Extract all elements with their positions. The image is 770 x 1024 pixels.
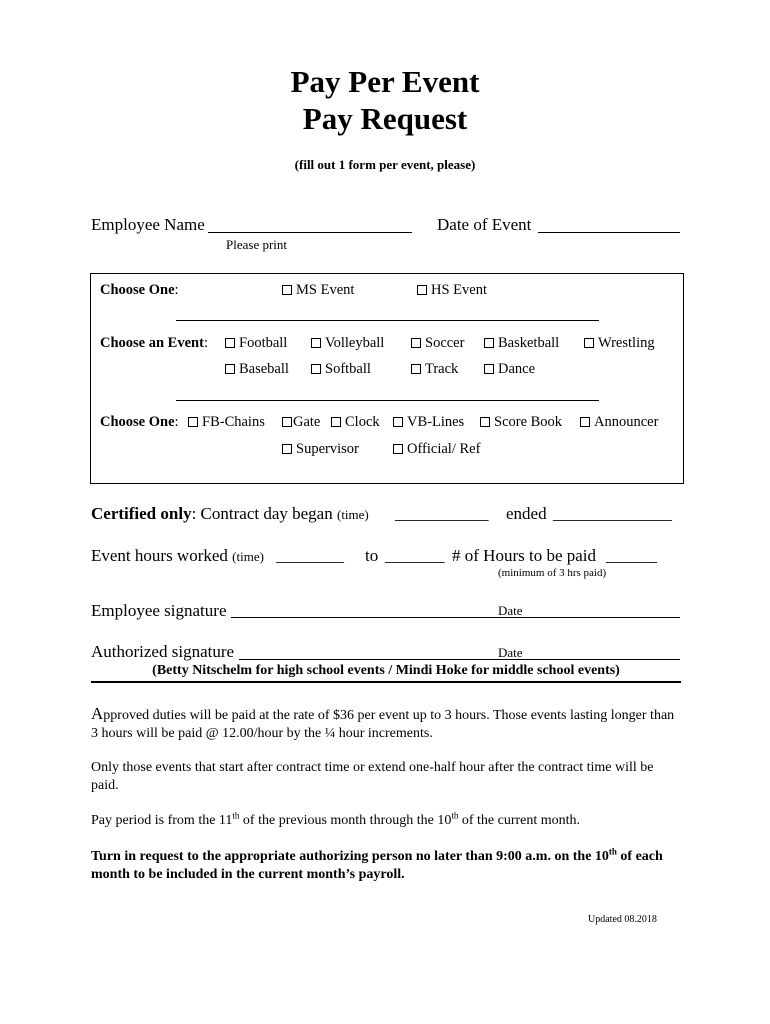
employee-date-label: Date: [498, 603, 523, 618]
clock-checkbox[interactable]: Clock: [331, 414, 380, 431]
hours-paid-label: # of Hours to be paid: [452, 546, 597, 565]
updated-date: Updated 08.2018: [588, 914, 657, 925]
basketball-checkbox[interactable]: Basketball: [484, 335, 559, 352]
gate-checkbox[interactable]: Gate: [282, 414, 320, 431]
checkbox-icon: [311, 364, 321, 374]
soccer-checkbox[interactable]: Soccer: [411, 335, 464, 352]
checkbox-icon: [188, 417, 198, 427]
wrestling-checkbox[interactable]: Wrestling: [584, 335, 655, 352]
baseball-checkbox[interactable]: Baseball: [225, 361, 289, 378]
score-book-checkbox[interactable]: Score Book: [480, 414, 562, 431]
event-hours-label: Event hours worked: [91, 546, 228, 565]
event-hours-line: [91, 546, 264, 566]
level-choose-label: Choose One:: [100, 282, 179, 298]
checkbox-icon: [484, 364, 494, 374]
football-checkbox[interactable]: Football: [225, 335, 287, 352]
ms-event-checkbox[interactable]: MS Event: [282, 282, 354, 299]
checkbox-icon: [311, 338, 321, 348]
divider: [176, 320, 599, 321]
contract-began-field[interactable]: ___________: [395, 504, 489, 523]
volleyball-checkbox[interactable]: Volleyball: [311, 335, 384, 352]
pay-period-paragraph: Pay period is from the 11th of the previous month through the 10th of the current month.: [91, 810, 581, 828]
certified-only-line: [91, 504, 369, 524]
checkbox-icon: [393, 444, 403, 454]
checkbox-icon: [393, 417, 403, 427]
contract-day-began-label: : Contract day began: [191, 504, 333, 523]
authorized-signature-label: Authorized signature: [91, 642, 235, 661]
divider: [91, 681, 681, 683]
dance-checkbox[interactable]: Dance: [484, 361, 535, 378]
supervisor-checkbox[interactable]: Supervisor: [282, 441, 359, 458]
checkbox-icon: [282, 417, 292, 427]
date-of-event-label: Date of Event: [437, 215, 532, 234]
hours-paid-field[interactable]: ______: [606, 546, 657, 565]
time-note: (time): [336, 507, 369, 522]
rate-paragraph: Approved duties will be paid at the rate of $36 per event up to 3 hours. Those events lasting longer than 3 hours will be paid @ 12.00/hour by the ¼ hour increments.: [91, 704, 675, 741]
checkbox-icon: [580, 417, 590, 427]
hs-event-checkbox[interactable]: HS Event: [417, 282, 487, 299]
checkbox-icon: [411, 364, 421, 374]
page-title: Pay Per Event: [290, 64, 480, 99]
official-ref-checkbox[interactable]: Official/ Ref: [393, 441, 480, 458]
checkbox-icon: [484, 338, 494, 348]
employee-signature-field[interactable]: [231, 617, 680, 618]
authorized-signature-field[interactable]: [239, 659, 680, 660]
duty-choose-label: Choose One:: [100, 414, 179, 430]
deadline-paragraph: Turn in request to the appropriate authorizing person no later than 9:00 a.m. on the 10th of each month to be included in the current month’s payroll.: [91, 846, 663, 882]
hours-end-field[interactable]: _______: [385, 546, 445, 565]
checkbox-icon: [584, 338, 594, 348]
contract-time-paragraph: Only those events that start after contract time or extend one-half hour after the contract time will be paid.: [91, 760, 654, 793]
checkbox-icon: [282, 444, 292, 454]
hours-start-field[interactable]: ________: [276, 546, 344, 565]
checkbox-icon: [417, 285, 427, 295]
checkbox-icon: [480, 417, 490, 427]
certified-only-label: Certified only: [91, 504, 192, 523]
minimum-hours-note: (minimum of 3 hrs paid): [498, 567, 607, 579]
time-note: (time): [232, 549, 264, 564]
page-subtitle: (fill out 1 form per event, please): [294, 157, 476, 172]
ended-label: ended: [506, 504, 547, 523]
vb-lines-checkbox[interactable]: VB-Lines: [393, 414, 464, 431]
checkbox-icon: [331, 417, 341, 427]
event-choose-label: Choose an Event:: [100, 335, 208, 351]
authorized-date-label: Date: [498, 645, 523, 660]
track-checkbox[interactable]: Track: [411, 361, 458, 378]
softball-checkbox[interactable]: Softball: [311, 361, 371, 378]
checkbox-icon: [225, 364, 235, 374]
page-title-line2: Pay Request: [302, 101, 468, 136]
to-label: to: [365, 546, 379, 565]
divider: [176, 400, 599, 401]
checkbox-icon: [411, 338, 421, 348]
event-options-box: [90, 273, 684, 484]
fb-chains-checkbox[interactable]: FB-Chains: [188, 414, 265, 431]
authorizers-note: (Betty Nitschelm for high school events / Mindi Hoke for middle school events): [152, 663, 620, 678]
contract-ended-field[interactable]: ______________: [553, 504, 672, 523]
employee-name-label: Employee Name: [91, 215, 205, 234]
checkbox-icon: [282, 285, 292, 295]
employee-name-field[interactable]: [208, 232, 412, 233]
employee-signature-label: Employee signature: [91, 601, 227, 620]
date-of-event-field[interactable]: [538, 232, 680, 233]
checkbox-icon: [225, 338, 235, 348]
announcer-checkbox[interactable]: Announcer: [580, 414, 658, 431]
please-print-note: Please print: [226, 237, 288, 252]
